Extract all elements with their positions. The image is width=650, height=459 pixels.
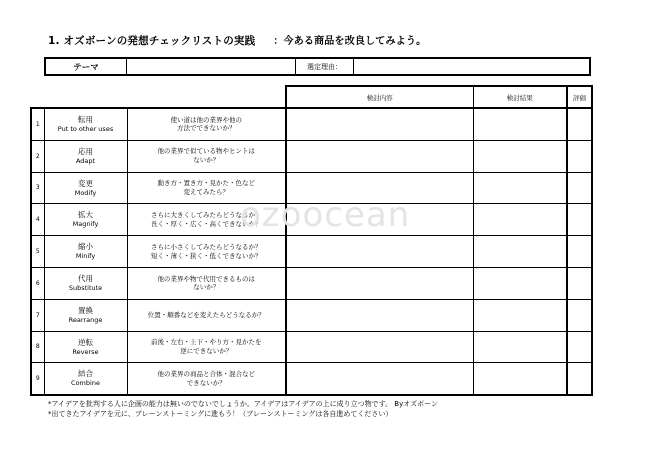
technique-name	[44, 108, 127, 140]
technique-question: 位置・順番などを変えたらどうなるか？	[127, 299, 286, 331]
technique-jp: 変更	[78, 178, 93, 188]
row-number: 1	[31, 108, 44, 140]
column-header-result: 検討結果	[473, 86, 567, 108]
theme-input-cell[interactable]	[127, 59, 296, 74]
technique-en: Substitute	[68, 284, 103, 293]
technique-en: Adapt	[75, 156, 96, 165]
technique-name	[44, 172, 127, 204]
technique-jp: 応用	[78, 146, 93, 156]
table-row	[31, 363, 592, 395]
table-row	[31, 204, 592, 236]
technique-question: さらに小さくしてみたらどうなるか？ 短く・薄く・狭く・低くできないか？	[127, 236, 286, 268]
content-cell[interactable]	[286, 108, 473, 140]
technique-jp: 逆転	[78, 337, 93, 347]
technique-question: 他の業界で似ている物やヒントは ないか？	[127, 140, 286, 172]
row-number: 2	[31, 140, 44, 172]
technique-jp: 結合	[78, 369, 93, 379]
result-cell[interactable]	[473, 204, 567, 236]
technique-jp: 縮小	[78, 242, 93, 252]
technique-jp: 転用	[78, 114, 93, 124]
row-number: 6	[31, 267, 44, 299]
technique-name	[44, 204, 127, 236]
theme-label: テーマ	[46, 59, 127, 74]
result-cell[interactable]	[473, 108, 567, 140]
row-number: 3	[31, 172, 44, 204]
technique-name	[44, 331, 127, 363]
technique-question: 使い道は他の業界や他の 方法でできないか？	[127, 108, 286, 140]
technique-question: 動き方・置き方・見かた・色など 変えてみたら？	[127, 172, 286, 204]
header-blank	[44, 86, 127, 108]
result-cell[interactable]	[473, 331, 567, 363]
checklist-table	[30, 85, 593, 396]
content-cell[interactable]	[286, 236, 473, 268]
table-row	[31, 236, 592, 268]
table-row	[31, 331, 592, 363]
technique-question: 他の業界や物で代用できるものは ないか？	[127, 267, 286, 299]
row-number: 5	[31, 236, 44, 268]
content-cell[interactable]	[286, 363, 473, 395]
result-cell[interactable]	[473, 299, 567, 331]
result-cell[interactable]	[473, 140, 567, 172]
technique-en: Minify	[75, 252, 96, 261]
header-blank	[127, 86, 286, 108]
content-cell[interactable]	[286, 140, 473, 172]
technique-question: 他の業界の商品と合体・混合など できないか？	[127, 363, 286, 395]
column-header-content: 検討内容	[286, 86, 473, 108]
table-header-row	[31, 86, 592, 108]
footer-notes	[48, 399, 438, 419]
watermark-text: ozoocean	[240, 195, 411, 235]
rating-cell[interactable]	[567, 363, 592, 395]
technique-name	[44, 140, 127, 172]
table-row	[31, 108, 592, 140]
row-number: 9	[31, 363, 44, 395]
column-header-rating: 評価	[567, 86, 592, 108]
table-row	[31, 172, 592, 204]
result-cell[interactable]	[473, 236, 567, 268]
technique-question: 前後・左右・上下・やり方・見かたを 逆にできないか？	[127, 331, 286, 363]
title-subtitle: ：今ある商品を改良してみよう。	[273, 36, 427, 47]
rating-cell[interactable]	[567, 204, 592, 236]
row-number: 4	[31, 204, 44, 236]
technique-name	[44, 267, 127, 299]
technique-question: さらに大きくしてみたらどうなるか？ 長く・厚く・広く・高くできないか？	[127, 204, 286, 236]
rating-cell[interactable]	[567, 172, 592, 204]
content-cell[interactable]	[286, 204, 473, 236]
table-row	[31, 299, 592, 331]
technique-jp: 置換	[78, 305, 93, 315]
content-cell[interactable]	[286, 267, 473, 299]
rating-cell[interactable]	[567, 267, 592, 299]
reason-label: 選定理由：	[296, 59, 354, 74]
page-title	[48, 32, 426, 48]
note-line: *アイデアを批判する人に企画の能力は無いのでないでしょうか。アイデアはアイデアの上に成り立つ物です。 Byオズボーン	[48, 400, 439, 408]
technique-en: Combine	[71, 379, 100, 388]
theme-bar	[44, 57, 591, 76]
technique-en: Modify	[74, 188, 97, 197]
rating-cell[interactable]	[567, 236, 592, 268]
reason-input-cell[interactable]	[354, 59, 589, 74]
rating-cell[interactable]	[567, 108, 592, 140]
technique-jp: 代用	[78, 273, 93, 283]
content-cell[interactable]	[286, 172, 473, 204]
result-cell[interactable]	[473, 172, 567, 204]
technique-en: Magnify	[72, 220, 99, 229]
technique-en: Put to other uses	[57, 125, 114, 134]
rating-cell[interactable]	[567, 331, 592, 363]
result-cell[interactable]	[473, 267, 567, 299]
rating-cell[interactable]	[567, 299, 592, 331]
rating-cell[interactable]	[567, 140, 592, 172]
content-cell[interactable]	[286, 331, 473, 363]
title-text: 1. オズボーンの発想チェックリストの実践	[48, 35, 256, 47]
technique-jp: 拡大	[78, 210, 93, 220]
table-row	[31, 140, 592, 172]
technique-en: Reverse	[72, 347, 99, 356]
table-row	[31, 267, 592, 299]
technique-en: Rearrange	[68, 315, 103, 324]
header-blank	[31, 86, 44, 108]
content-cell[interactable]	[286, 299, 473, 331]
technique-name	[44, 236, 127, 268]
result-cell[interactable]	[473, 363, 567, 395]
row-number: 8	[31, 331, 44, 363]
technique-name	[44, 363, 127, 395]
row-number: 7	[31, 299, 44, 331]
technique-name	[44, 299, 127, 331]
note-line: *出てきたアイデアを元に、ブレーンストーミングに進もう！（ブレーンストーミングは各自進めてください）	[48, 410, 393, 419]
